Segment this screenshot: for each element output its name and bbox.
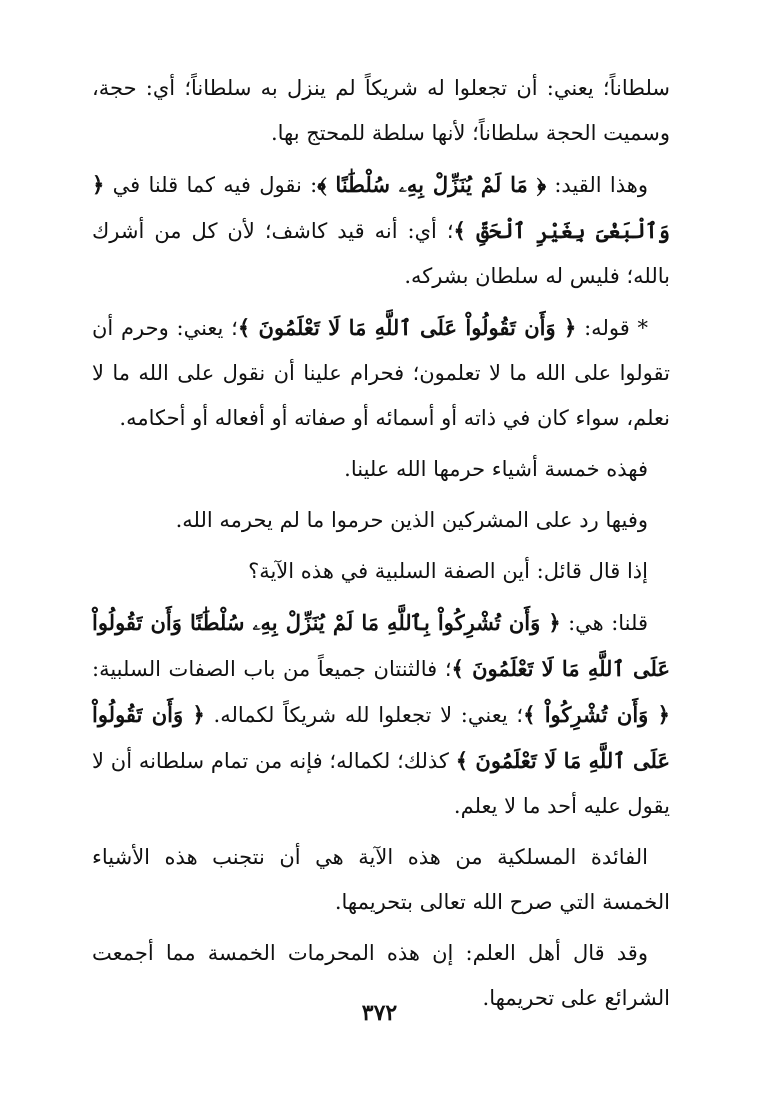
paragraph-7 (92, 600, 670, 829)
quran-verse: ﴿ وَأَن تُشْرِكُواْ بِٱللَّهِ مَا لَمْ يُنَزِّلْ بِهِۦ سُلْطَٰنًا وَأَن تَقُولُواْ عَلَى ٱللَّهِ مَا لَا تَعْلَمُونَ ﴾ (92, 610, 670, 681)
paragraph-text: وهذا القيد: (546, 173, 648, 197)
quran-verse: ﴿ وَأَن تُشْرِكُواْ ﴾ (523, 702, 670, 727)
paragraph-6 (92, 549, 670, 594)
paragraph-text: قلنا: هي: (560, 611, 648, 635)
paragraph-2 (92, 162, 670, 299)
paragraph-5 (92, 498, 670, 543)
paragraph-text: وقد قال أهل العلم: إن هذه المحرمات الخمسة مما أجمعت الشرائع على تحريمها. (92, 941, 670, 1010)
quran-verse: ﴿ وَأَن تَقُولُواْ عَلَى ٱللَّهِ مَا لَا تَعْلَمُونَ ﴾ (92, 702, 670, 773)
quran-verse: ﴿ مَا لَمْ يُنَزِّلْ بِهِۦ سُلْطَٰنًا ﴾ (317, 172, 547, 197)
paragraph-text: ؛ يعني: وحرم أن تقولوا على الله ما لا تعلمون؛ فحرام علينا أن نقول على الله ما لا نعلم، سواء كان في ذاته أو أسمائه أو صفاته أو أفعاله أو أحكامه. (92, 316, 670, 430)
paragraph-text: إذا قال قائل: أين الصفة السلبية في هذه الآية؟ (248, 559, 648, 583)
paragraph-text: وفيها رد على المشركين الذين حرموا ما لم يحرمه الله. (175, 508, 648, 532)
paragraph-3 (92, 305, 670, 441)
paragraph-text: سلطاناً؛ يعني: أن تجعلوا له شريكاً لم ينزل به سلطاناً؛ أي: حجة، وسميت الحجة سلطاناً؛ لأنها سلطة للمحتج بها. (92, 76, 670, 145)
page-number: ٣٧٢ (361, 1000, 398, 1026)
quran-verse: ﴿ وَٱلْبَغْىَ بِغَيْرِ ٱلْحَقِّ ﴾ (92, 172, 670, 243)
paragraph-text: فهذه خمسة أشياء حرمها الله علينا. (344, 457, 648, 481)
paragraph-text: * قوله: (576, 316, 648, 340)
paragraph-text: ؛ أي: أنه قيد كاشف؛ لأن كل من أشرك بالله؛ فليس له سلطان بشركه. (92, 219, 670, 288)
paragraph-1 (92, 66, 670, 156)
quran-verse: ﴿ وَأَن تَقُولُواْ عَلَى ٱللَّهِ مَا لَا تَعْلَمُونَ ﴾ (237, 315, 577, 340)
paragraph-text: ؛ يعني: لا تجعلوا لله شريكاً لكماله. (204, 703, 524, 727)
paragraph-text: كذلك؛ لكماله؛ فإنه من تمام سلطانه أن لا يقول عليه أحد ما لا يعلم. (92, 749, 670, 818)
document-body (92, 66, 670, 1027)
paragraph-4 (92, 447, 670, 492)
paragraph-text: : نقول فيه كما قلنا في (104, 173, 318, 197)
paragraph-8 (92, 835, 670, 925)
paragraph-text: الفائدة المسلكية من هذه الآية هي أن نتجنب هذه الأشياء الخمسة التي صرح الله تعالى بتحريمها. (92, 845, 670, 914)
paragraph-text: ؛ فالثنتان جميعاً من باب الصفات السلبية: (92, 657, 452, 681)
